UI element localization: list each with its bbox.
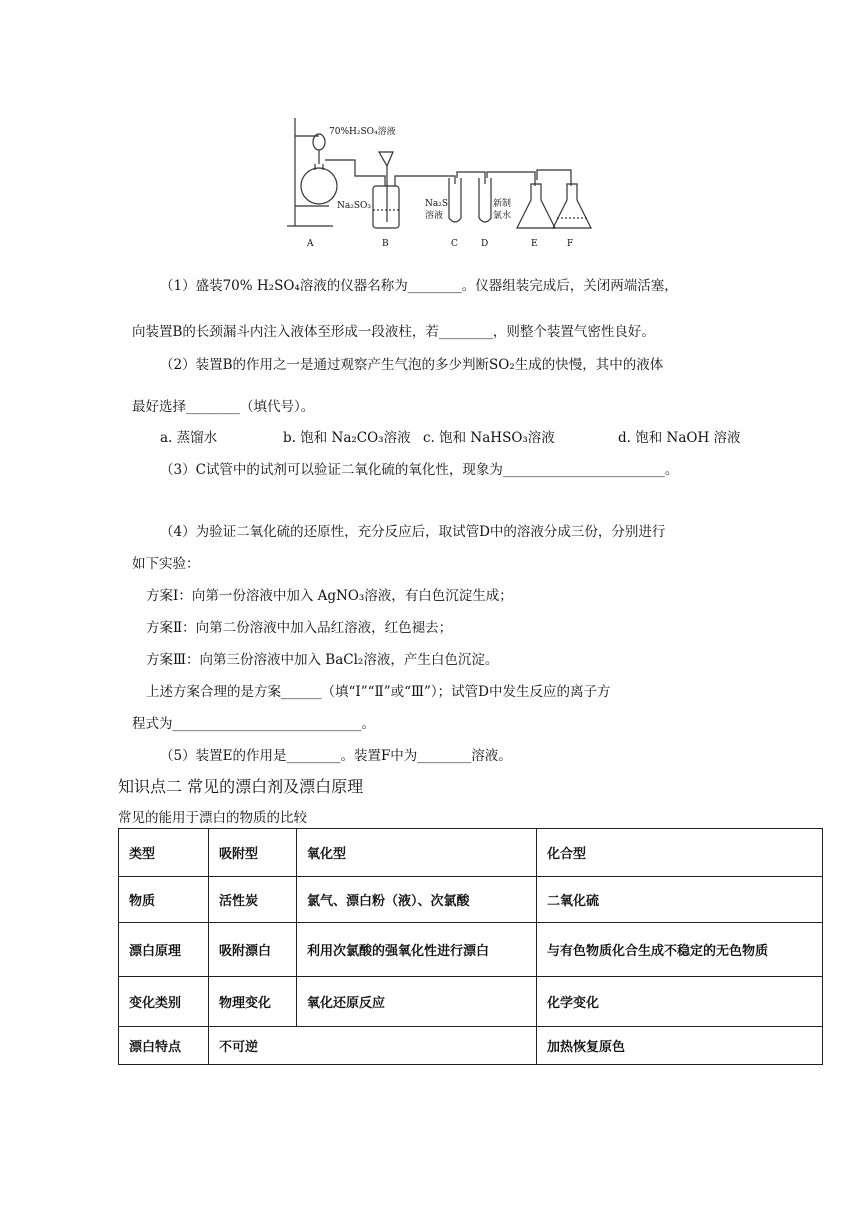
- table-cell: 类型: [119, 829, 209, 877]
- apparatus-figure: [285, 114, 595, 252]
- label-chlorine-2: 氯水: [493, 211, 512, 221]
- section-heading: 知识点二 常见的漂白剂及漂白原理: [118, 777, 364, 796]
- plan-2: 方案Ⅱ：向第二份溶液中加入品红溶液，红色褪去；: [146, 620, 453, 636]
- plan-3: 方案Ⅲ：向第三份溶液中加入 BaCl₂溶液，产生白色沉淀。: [146, 652, 499, 668]
- table-cell: 化学变化: [537, 977, 823, 1027]
- label-na2s: Na₂S: [425, 199, 449, 209]
- question-2-line-2: 最好选择________（填代号）。: [132, 399, 315, 415]
- letter-e: E: [531, 239, 538, 249]
- letter-d: D: [481, 239, 489, 249]
- question-2-line-1: （2）装置B的作用之一是通过观察产生气泡的多少判断SO₂生成的快慢，其中的液体: [160, 357, 664, 373]
- table-row: [119, 1027, 823, 1065]
- letter-b: B: [382, 239, 389, 249]
- option-a: a. 蒸馏水: [160, 430, 218, 446]
- table-cell: 不可逆: [209, 1027, 537, 1065]
- table-cell: 氧化型: [297, 829, 537, 877]
- table-cell: 活性炭: [209, 877, 297, 923]
- table-cell: 漂白原理: [119, 923, 209, 977]
- letter-f: F: [567, 239, 574, 249]
- table-cell: 漂白特点: [119, 1027, 209, 1065]
- question-4-line-3: 上述方案合理的是方案______（填“Ⅰ”“Ⅱ”或“Ⅲ”）；试管D中发生反应的离子方: [146, 684, 611, 700]
- option-d: d. 饱和 NaOH 溶液: [618, 430, 741, 446]
- question-1-line-2: 向装置B的长颈漏斗内注入液体至形成一段液柱，若________，则整个装置气密性良好。: [132, 324, 655, 340]
- table-row: [119, 923, 823, 977]
- table-cell: 利用次氯酸的强氧化性进行漂白: [297, 923, 537, 977]
- table-cell: 吸附型: [209, 829, 297, 877]
- question-1-line-1: （1）盛装70% H₂SO₄溶液的仪器名称为________。仪器组装完成后，关闭两端活塞，: [160, 278, 678, 294]
- table-cell: 加热恢复原色: [537, 1027, 823, 1065]
- letter-a: A: [307, 239, 314, 249]
- question-4-line-1: （4）为验证二氧化硫的还原性，充分反应后，取试管D中的溶液分成三份，分别进行: [160, 524, 666, 540]
- question-5: （5）装置E的作用是________。装置F中为________溶液。: [160, 748, 512, 764]
- table-cell: 变化类别: [119, 977, 209, 1027]
- table-cell: 氧化还原反应: [297, 977, 537, 1027]
- table-cell: 吸附漂白: [209, 923, 297, 977]
- table-caption: 常见的能用于漂白的物质的比较: [118, 810, 307, 826]
- label-na2s-solution: 溶液: [425, 211, 444, 221]
- question-3: （3）C试管中的试剂可以验证二氧化硫的氧化性，现象为________________________。: [160, 462, 679, 478]
- label-chlorine-1: 新制: [493, 199, 512, 209]
- table-row: [119, 877, 823, 923]
- table-row: [119, 829, 823, 877]
- label-na2so3: Na₂SO₃: [337, 201, 372, 211]
- question-4-line-2: 如下实验：: [132, 556, 200, 572]
- question-4-line-4: 程式为____________________________。: [132, 716, 375, 732]
- plan-1: 方案Ⅰ：向第一份溶液中加入 AgNO₃溶液，有白色沉淀生成；: [146, 588, 513, 604]
- bleach-comparison-table: [118, 828, 823, 1065]
- table-cell: 与有色物质化合生成不稳定的无色物质: [537, 923, 823, 977]
- option-c: c. 饱和 NaHSO₃溶液: [423, 430, 555, 446]
- table-cell: 二氧化硫: [537, 877, 823, 923]
- table-cell: 物理变化: [209, 977, 297, 1027]
- letter-c: C: [451, 239, 458, 249]
- table-cell: 物质: [119, 877, 209, 923]
- label-acid: 70%H₂SO₄溶液: [329, 127, 396, 137]
- table-cell: 化合型: [537, 829, 823, 877]
- table-cell: 氯气、漂白粉（液）、次氯酸: [297, 877, 537, 923]
- table-row: [119, 977, 823, 1027]
- option-b: b. 饱和 Na₂CO₃溶液: [283, 430, 411, 446]
